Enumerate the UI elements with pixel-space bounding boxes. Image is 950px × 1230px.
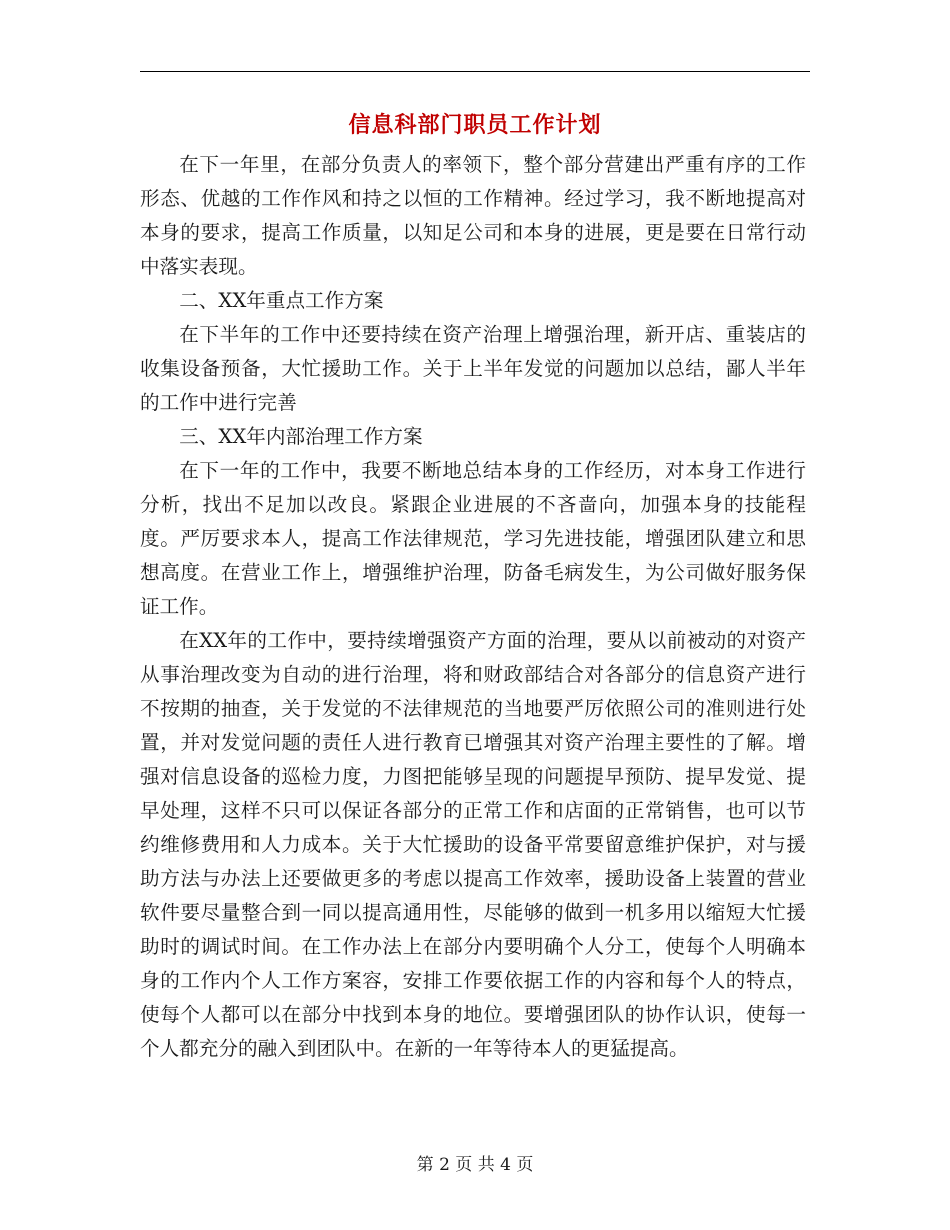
- page-number-footer: 第 2 页 共 4 页: [416, 1155, 534, 1175]
- section-heading-internal-management-plan: 三、XX年内部治理工作方案: [179, 425, 423, 448]
- document-title: 信息科部门职员工作计划: [348, 112, 602, 138]
- paragraph-intro: 在下一年里，在部分负责人的率领下，整个部分营建出严重有序的工作形态、优越的工作作风和持之以恒的工作精神。经过学习，我不断地提高对本身的要求，提高工作质量，以知足公司和本身的进展，更是要在日常行动中落实表现。: [140, 153, 806, 278]
- paragraph-asset-management: 在XX年的工作中，要持续增强资产方面的治理，要从以前被动的对资产从事治理改变为自动的进行治理，将和财政部结合对各部分的信息资产进行不按期的抽查，关于发觉的不法律规范的当地要严厉依照公司的准则进行处置，并对发觉问题的责任人进行教育已增强其对资产治理主要性的了解。增强对信息设备的巡检力度，力图把能够呈现的问题提早预防、提早发觉、提早处理，这样不只可以保证各部分的正常工作和店面的正常销售，也可以节约维修费用和人力成本。关于大忙援助的设备平常要留意维护保护，对与援助方法与办法上还要做更多的考虑以提高工作效率，援助设备上装置的营业软件要尽量整合到一同以提高通用性，尽能够的做到一机多用以缩短大忙援助时的调试时间。在工作办法上在部分内要明确个人分工，使每个人明确本身的工作内个人工作方案容，安排工作要依据工作的内容和每个人的特点，使每个人都可以在部分中找到本身的地位。要增强团队的协作认识，使每一个人都充分的融入到团队中。在新的一年等待本人的更猛提高。: [140, 629, 806, 1060]
- paragraph-self-improvement: 在下一年的工作中，我要不断地总结本身的工作经历，对本身工作进行分析，找出不足加以改良。紧跟企业进展的不吝啬向，加强本身的技能程度。严厉要求本人，提高工作法律规范，学习先进技能，增强团队建立和思想高度。在营业工作上，增强维护治理，防备毛病发生，为公司做好服务保证工作。: [140, 459, 806, 618]
- paragraph-key-work: 在下半年的工作中还要持续在资产治理上增强治理，新开店、重装店的收集设备预备，大忙援助工作。关于上半年发觉的问题加以总结，鄙人半年的工作中进行完善: [140, 323, 806, 414]
- header-rule: [140, 71, 810, 72]
- section-heading-key-work-plan: 二、XX年重点工作方案: [179, 289, 384, 312]
- document-body: [140, 148, 806, 1066]
